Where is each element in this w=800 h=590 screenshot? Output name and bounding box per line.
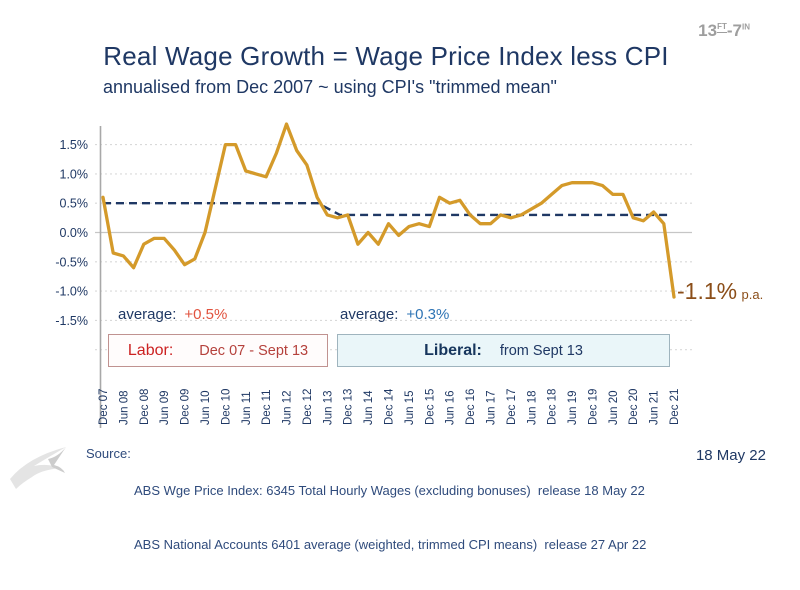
svg-text:Jun 09: Jun 09 xyxy=(159,390,172,425)
svg-text:Dec 15: Dec 15 xyxy=(424,388,437,425)
svg-text:Jun 15: Jun 15 xyxy=(403,390,416,425)
page-subtitle: annualised from Dec 2007 ~ using CPI's "trimmed mean" xyxy=(103,77,557,97)
liberal-legend-box xyxy=(337,334,670,367)
labor-average-annotation xyxy=(118,306,227,323)
end-value-annotation xyxy=(677,278,763,305)
source-line-1: ABS Wge Price Index: 6345 Total Hourly Wages (excluding bonuses) release 18 May 22 xyxy=(134,483,645,498)
labor-average-label: average: xyxy=(118,306,177,323)
source-label: Source: xyxy=(86,446,131,461)
labor-legend-period: Dec 07 - Sept 13 xyxy=(199,342,309,359)
liberal-legend-label: Liberal: xyxy=(424,341,482,359)
svg-text:-0.5%: -0.5% xyxy=(55,255,88,270)
svg-text:Jun 13: Jun 13 xyxy=(322,390,335,425)
svg-text:0.5%: 0.5% xyxy=(59,196,88,211)
svg-text:-1.0%: -1.0% xyxy=(55,284,88,299)
liberal-average-label: average: xyxy=(340,306,399,323)
svg-text:Jun 10: Jun 10 xyxy=(199,390,212,425)
svg-text:Dec 20: Dec 20 xyxy=(628,388,641,425)
slide-date: 18 May 22 xyxy=(695,447,766,464)
svg-text:Dec 09: Dec 09 xyxy=(179,388,192,425)
svg-text:Dec 13: Dec 13 xyxy=(342,388,355,425)
svg-text:Jun 16: Jun 16 xyxy=(444,390,457,425)
svg-text:Jun 11: Jun 11 xyxy=(240,391,253,425)
liberal-average-value: +0.3% xyxy=(406,306,450,323)
svg-text:Jun 18: Jun 18 xyxy=(526,390,539,425)
svg-text:1.5%: 1.5% xyxy=(59,138,88,153)
end-value-unit: p.a. xyxy=(741,287,764,302)
svg-text:-1.5%: -1.5% xyxy=(55,313,88,328)
svg-text:Dec 18: Dec 18 xyxy=(546,388,559,425)
liberal-legend-period: from Sept 13 xyxy=(499,342,583,359)
svg-text:Jun 20: Jun 20 xyxy=(607,390,620,425)
svg-text:Jun 17: Jun 17 xyxy=(485,390,498,425)
svg-text:Jun 12: Jun 12 xyxy=(281,390,294,425)
bird-watermark-icon xyxy=(8,443,74,499)
svg-text:Dec 12: Dec 12 xyxy=(301,388,314,425)
svg-text:0.0%: 0.0% xyxy=(59,226,88,240)
brand-inch-unit: IN xyxy=(742,22,750,32)
svg-text:Dec 19: Dec 19 xyxy=(587,388,600,425)
svg-text:Jun 19: Jun 19 xyxy=(567,390,580,425)
brand-feet-unit: FT xyxy=(717,22,727,32)
svg-text:Dec 14: Dec 14 xyxy=(383,388,396,425)
svg-text:Dec 07: Dec 07 xyxy=(98,388,110,425)
svg-text:Dec 21: Dec 21 xyxy=(669,388,681,425)
brand-feet: 13 xyxy=(698,21,718,40)
svg-text:Jun 14: Jun 14 xyxy=(363,390,376,425)
labor-legend-label: Labor: xyxy=(127,341,174,359)
svg-text:Dec 16: Dec 16 xyxy=(465,388,478,425)
svg-text:Dec 08: Dec 08 xyxy=(138,388,151,425)
brand-inches: -7 xyxy=(726,21,742,40)
svg-text:Jun 08: Jun 08 xyxy=(118,390,131,425)
svg-text:Dec 10: Dec 10 xyxy=(220,388,233,425)
end-value: -1.1% xyxy=(677,278,738,304)
svg-text:Dec 17: Dec 17 xyxy=(505,388,518,425)
source-text xyxy=(134,446,646,590)
labor-average-value: +0.5% xyxy=(184,306,228,323)
svg-text:1.0%: 1.0% xyxy=(59,167,88,182)
labor-legend-box xyxy=(108,334,328,367)
svg-text:Dec 11: Dec 11 xyxy=(261,389,274,425)
liberal-average-annotation xyxy=(340,306,449,323)
source-line-2: ABS National Accounts 6401 average (weighted, trimmed CPI means) release 27 Apr 22 xyxy=(134,537,647,552)
page-title: Real Wage Growth = Wage Price Index less CPI xyxy=(103,41,669,71)
svg-text:Jun 21: Jun 21 xyxy=(648,390,661,425)
